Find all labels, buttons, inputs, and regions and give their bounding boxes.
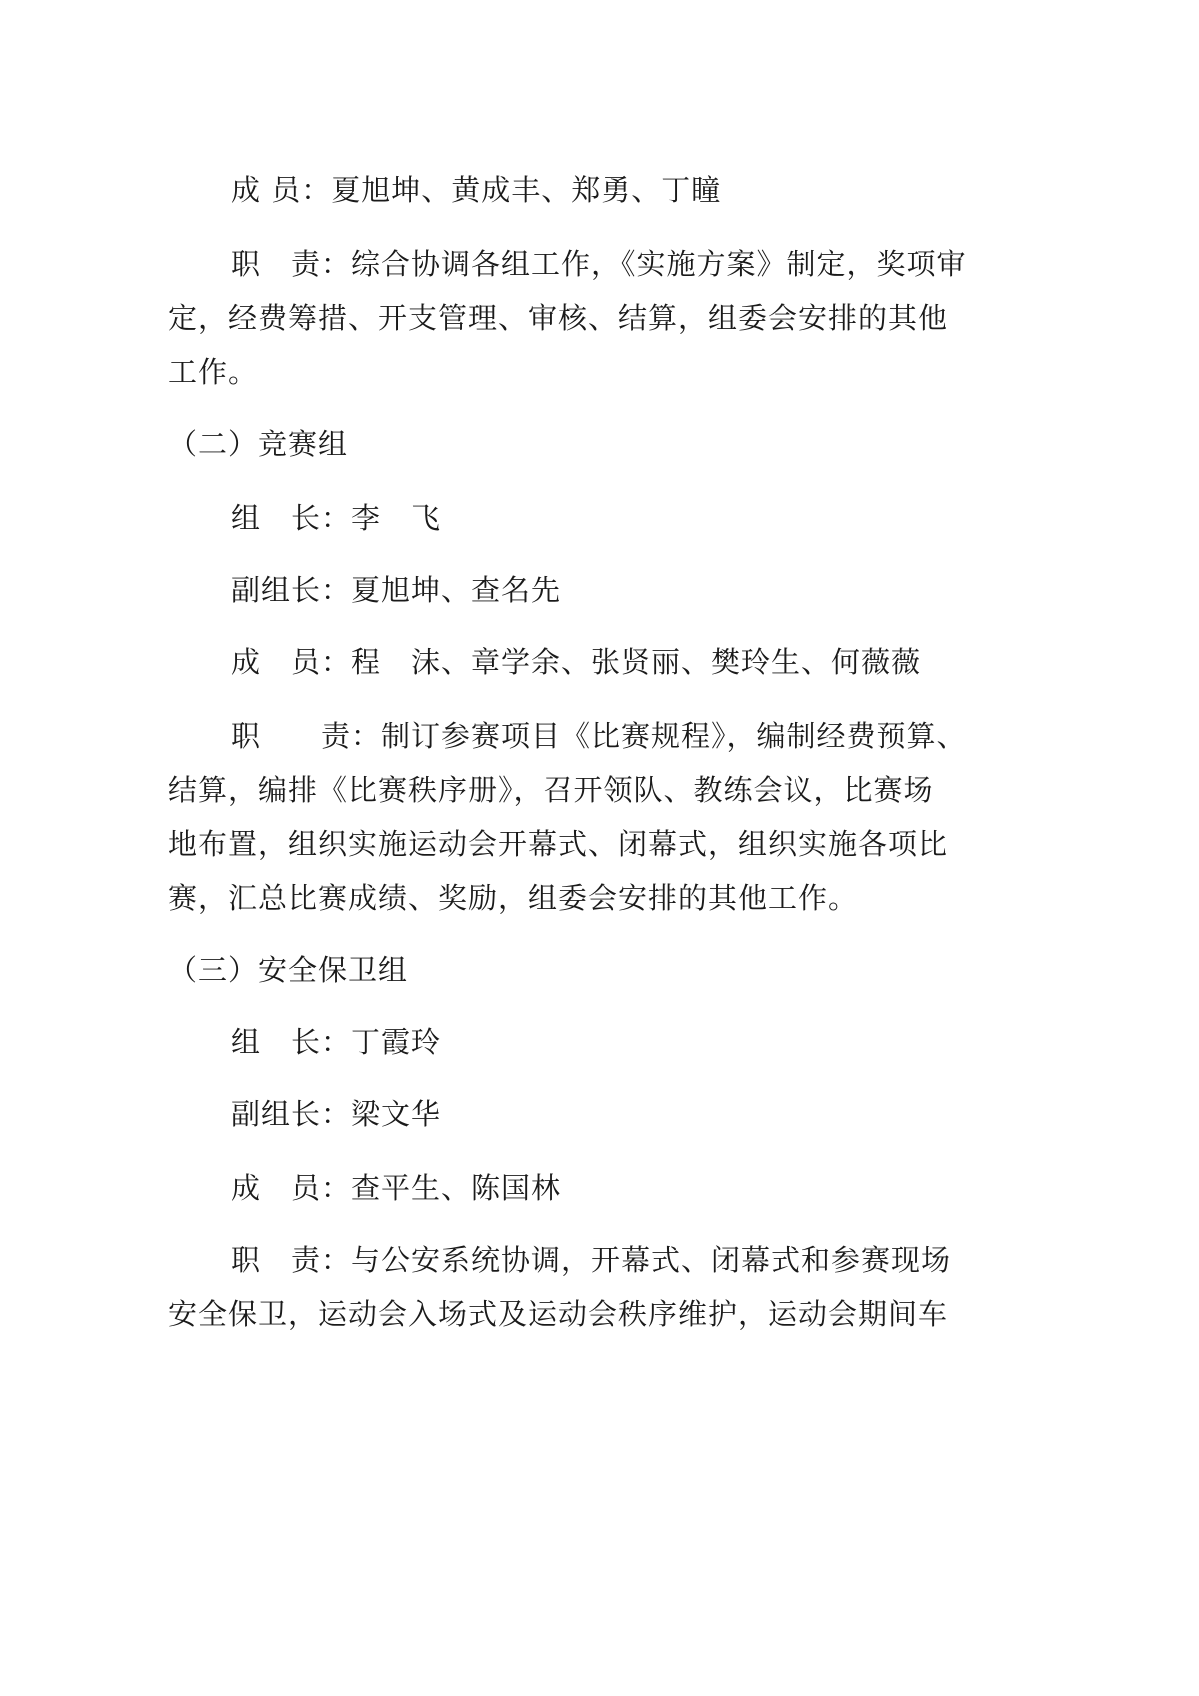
s1-duty-line-1: 职 责：综合协调各组工作，《实施方案》制定，奖项审 (231, 247, 967, 281)
s2-duty-line-3: 地布置，组织实施运动会开幕式、闭幕式，组织实施各项比 (168, 827, 949, 861)
s1-duty-line-2: 定，经费筹措、开支管理、审核、结算，组委会安排的其他 (168, 301, 949, 335)
s3-member: 成 员：查平生、陈国林 (231, 1171, 562, 1205)
s1-member: 成 员：夏旭坤、黄成丰、郑勇、丁瞳 (231, 173, 722, 207)
s2-member: 成 员：程 沫、章学余、张贤丽、樊玲生、何薇薇 (231, 645, 922, 679)
s3-leader: 组 长：丁霞玲 (231, 1025, 442, 1059)
s3-deputy: 副组长：梁文华 (231, 1097, 442, 1131)
s3-duty-line-1: 职 责：与公安系统协调，开幕式、闭幕式和参赛现场 (231, 1243, 952, 1277)
s2-duty-line-2: 结算，编排《比赛秩序册》，召开领队、教练会议，比赛场 (168, 773, 934, 807)
s3-duty-line-2: 安全保卫，运动会入场式及运动会秩序维护，运动会期间车 (168, 1297, 949, 1331)
s2-duty-line-4: 赛，汇总比赛成绩、奖励，组委会安排的其他工作。 (168, 881, 859, 915)
s3-heading: （三）安全保卫组 (168, 953, 409, 987)
s2-deputy: 副组长：夏旭坤、查名先 (231, 573, 562, 607)
s2-leader: 组 长：李 飞 (231, 501, 442, 535)
s1-duty-line-3: 工作。 (168, 355, 259, 389)
s2-duty-line-1: 职 责：制订参赛项目《比赛规程》，编制经费预算、 (231, 719, 967, 753)
s2-heading: （二）竞赛组 (168, 427, 349, 461)
